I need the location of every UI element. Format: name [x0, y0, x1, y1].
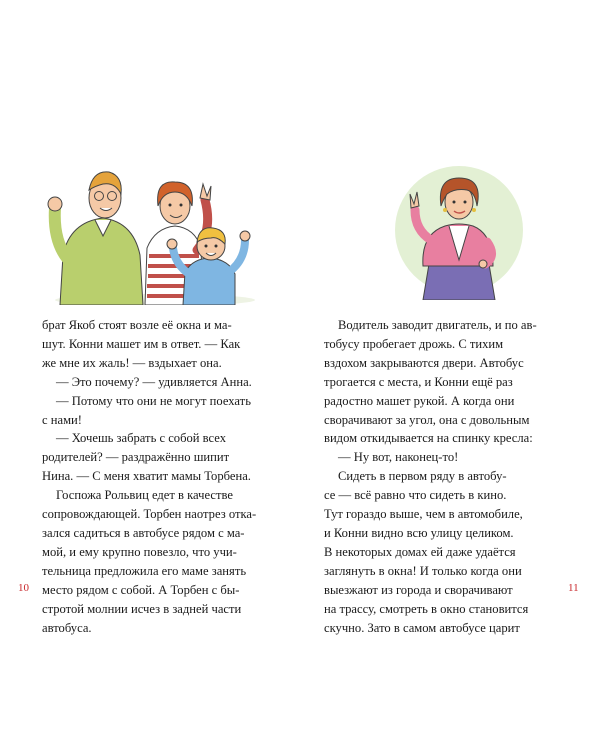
page-number-right: 11	[568, 582, 579, 594]
text-line: сопровождающей. Торбен наотрез отка-	[42, 507, 257, 522]
text-line: — Это почему? — удивляется Анна.	[56, 374, 252, 389]
text-line: тобусу пробегает дрожь. С тихим	[324, 336, 504, 351]
text-line: В некоторых домах ей даже удаётся	[324, 544, 516, 559]
text-line: автобуса.	[42, 620, 92, 635]
text-line: трогается с места, и Конни ещё раз	[324, 374, 513, 389]
text-line: брат Якоб стоят возле её окна и ма-	[42, 318, 232, 332]
text-line: шут. Конни машет им в ответ. — Как	[42, 336, 241, 351]
text-line: вздохом закрываются двери. Автобус	[324, 355, 524, 370]
text-line: скучно. Зато в самом автобусе царит	[324, 620, 520, 635]
page-number-left: 10	[18, 582, 29, 594]
right-page-text	[324, 316, 560, 637]
text-line: родителей? — раздражённо шипит	[42, 450, 230, 465]
text-line: Госпожа Рольвиц едет в качестве	[56, 488, 233, 503]
woman-waving-illustration	[393, 160, 523, 300]
text-line: Сидеть в первом ряду в автобу-	[338, 469, 507, 484]
text-line: сворачивают за угол, она с довольным	[324, 412, 530, 427]
text-line: на трассу, смотреть в окно становится	[324, 601, 529, 616]
text-line: радостно машет рукой. А когда они	[324, 393, 515, 408]
text-line: Водитель заводит двигатель, и по ав-	[338, 318, 537, 332]
text-line: с нами!	[42, 412, 82, 427]
text-line: стротой молнии исчез в задней части	[42, 601, 242, 616]
text-line: Нина. — С меня хватит мамы Торбена.	[42, 469, 251, 484]
text-line: и Конни видно всю улицу целиком.	[324, 525, 514, 540]
text-line: же мне их жаль! — вздыхает она.	[42, 355, 222, 370]
text-line: выезжают из города и сворачивают	[324, 582, 513, 597]
family-waving-illustration	[45, 160, 255, 305]
text-line: се — всё равно что сидеть в кино.	[324, 488, 507, 503]
text-line: заглянуть в окна! И только когда они	[324, 563, 522, 578]
text-line: — Ну вот, наконец-то!	[338, 450, 459, 465]
text-line: мой, и ему крупно повезло, что учи-	[42, 544, 237, 559]
text-line: зался садиться в автобусе рядом с ма-	[42, 525, 245, 540]
text-line: тельница предложила его маме занять	[42, 563, 247, 578]
text-line: видом откидывается на спинку кресла:	[324, 431, 533, 446]
text-line: место рядом с собой. А Торбен с бы-	[42, 582, 240, 597]
left-page-text	[42, 316, 278, 637]
text-line: — Потому что они не могут поехать	[56, 393, 251, 408]
text-line: Тут гораздо выше, чем в автомобиле,	[324, 507, 523, 522]
text-line: — Хочешь забрать с собой всех	[56, 431, 227, 446]
